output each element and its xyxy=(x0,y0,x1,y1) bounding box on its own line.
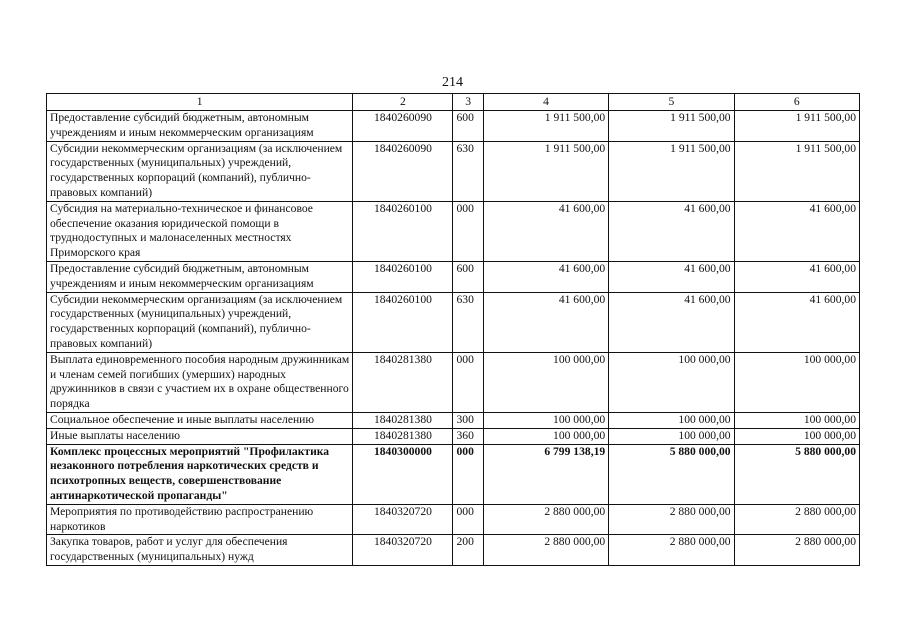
row-expense-type: 600 xyxy=(453,111,483,142)
row-description: Предоставление субсидий бюджетным, автономным учреждениям и иным некоммерческим организациям xyxy=(47,261,353,292)
row-value-col4: 2 880 000,00 xyxy=(483,504,608,535)
row-code: 1840260090 xyxy=(353,141,453,201)
row-description: Иные выплаты населению xyxy=(47,428,353,444)
row-description: Закупка товаров, работ и услуг для обеспечения государственных (муниципальных) нужд xyxy=(47,535,353,566)
row-code: 1840320720 xyxy=(353,535,453,566)
row-value-col4: 41 600,00 xyxy=(483,261,608,292)
row-code: 1840300000 xyxy=(353,444,453,504)
row-value-col6: 100 000,00 xyxy=(734,428,859,444)
row-expense-type: 600 xyxy=(453,261,483,292)
row-code: 1840281380 xyxy=(353,428,453,444)
row-value-col4: 41 600,00 xyxy=(483,201,608,261)
row-code: 1840281380 xyxy=(353,412,453,428)
row-description: Мероприятия по противодействию распространению наркотиков xyxy=(47,504,353,535)
row-value-col4: 6 799 138,19 xyxy=(483,444,608,504)
column-header-6: 6 xyxy=(734,94,859,111)
row-value-col4: 100 000,00 xyxy=(483,428,608,444)
column-header-4: 4 xyxy=(483,94,608,111)
row-description: Субсидия на материально-техническое и финансовое обеспечение оказания юридической помощи в труднодоступных и малонаселенных местностях Приморского края xyxy=(47,201,353,261)
budget-table xyxy=(46,93,860,566)
row-value-col6: 1 911 500,00 xyxy=(734,141,859,201)
table-row xyxy=(47,111,860,142)
row-description: Субсидии некоммерческим организациям (за исключением государственных (муниципальных) учреждений, государственных корпораций (компаний), публично-правовых компаний) xyxy=(47,141,353,201)
row-value-col4: 100 000,00 xyxy=(483,412,608,428)
column-header-5: 5 xyxy=(609,94,734,111)
column-header-2: 2 xyxy=(353,94,453,111)
row-expense-type: 000 xyxy=(453,444,483,504)
row-value-col5: 41 600,00 xyxy=(609,201,734,261)
table-row xyxy=(47,444,860,504)
row-value-col5: 1 911 500,00 xyxy=(609,111,734,142)
row-expense-type: 360 xyxy=(453,428,483,444)
row-value-col6: 41 600,00 xyxy=(734,261,859,292)
table-row xyxy=(47,201,860,261)
column-header-1: 1 xyxy=(47,94,353,111)
row-value-col5: 5 880 000,00 xyxy=(609,444,734,504)
row-description: Предоставление субсидий бюджетным, автономным учреждениям и иным некоммерческим организациям xyxy=(47,111,353,142)
row-code: 1840320720 xyxy=(353,504,453,535)
table-row xyxy=(47,412,860,428)
row-value-col6: 2 880 000,00 xyxy=(734,535,859,566)
row-description: Социальное обеспечение и иные выплаты населению xyxy=(47,412,353,428)
row-description: Комплекс процессных мероприятий "Профилактика незаконного потребления наркотических средств и психотропных веществ, совершенствование антинаркотической пропаганды" xyxy=(47,444,353,504)
row-value-col5: 1 911 500,00 xyxy=(609,141,734,201)
row-value-col6: 41 600,00 xyxy=(734,201,859,261)
row-code: 1840260100 xyxy=(353,201,453,261)
row-value-col5: 100 000,00 xyxy=(609,412,734,428)
row-value-col5: 100 000,00 xyxy=(609,352,734,412)
table-row xyxy=(47,504,860,535)
row-value-col4: 41 600,00 xyxy=(483,292,608,352)
row-code: 1840260100 xyxy=(353,292,453,352)
row-value-col4: 1 911 500,00 xyxy=(483,111,608,142)
table-row xyxy=(47,352,860,412)
row-description: Субсидии некоммерческим организациям (за исключением государственных (муниципальных) учреждений, государственных корпораций (компаний), публично-правовых компаний) xyxy=(47,292,353,352)
row-description: Выплата единовременного пособия народным дружинникам и членам семей погибших (умерших) народных дружинников в связи с участием их в охране общественного порядка xyxy=(47,352,353,412)
row-expense-type: 000 xyxy=(453,352,483,412)
row-value-col5: 41 600,00 xyxy=(609,261,734,292)
row-expense-type: 630 xyxy=(453,292,483,352)
row-value-col6: 41 600,00 xyxy=(734,292,859,352)
table-row xyxy=(47,261,860,292)
row-expense-type: 200 xyxy=(453,535,483,566)
row-code: 1840260090 xyxy=(353,111,453,142)
table-row xyxy=(47,141,860,201)
row-value-col5: 41 600,00 xyxy=(609,292,734,352)
row-expense-type: 000 xyxy=(453,504,483,535)
row-value-col6: 100 000,00 xyxy=(734,412,859,428)
row-value-col6: 5 880 000,00 xyxy=(734,444,859,504)
row-value-col5: 100 000,00 xyxy=(609,428,734,444)
table-header-row xyxy=(47,94,860,111)
row-expense-type: 000 xyxy=(453,201,483,261)
row-expense-type: 300 xyxy=(453,412,483,428)
table-row xyxy=(47,428,860,444)
row-value-col4: 100 000,00 xyxy=(483,352,608,412)
column-header-3: 3 xyxy=(453,94,483,111)
table-row xyxy=(47,292,860,352)
row-value-col4: 1 911 500,00 xyxy=(483,141,608,201)
row-value-col6: 2 880 000,00 xyxy=(734,504,859,535)
row-code: 1840281380 xyxy=(353,352,453,412)
row-code: 1840260100 xyxy=(353,261,453,292)
row-value-col5: 2 880 000,00 xyxy=(609,504,734,535)
row-value-col4: 2 880 000,00 xyxy=(483,535,608,566)
row-value-col6: 1 911 500,00 xyxy=(734,111,859,142)
page-number: 214 xyxy=(442,75,463,90)
row-value-col5: 2 880 000,00 xyxy=(609,535,734,566)
row-value-col6: 100 000,00 xyxy=(734,352,859,412)
table-row xyxy=(47,535,860,566)
row-expense-type: 630 xyxy=(453,141,483,201)
